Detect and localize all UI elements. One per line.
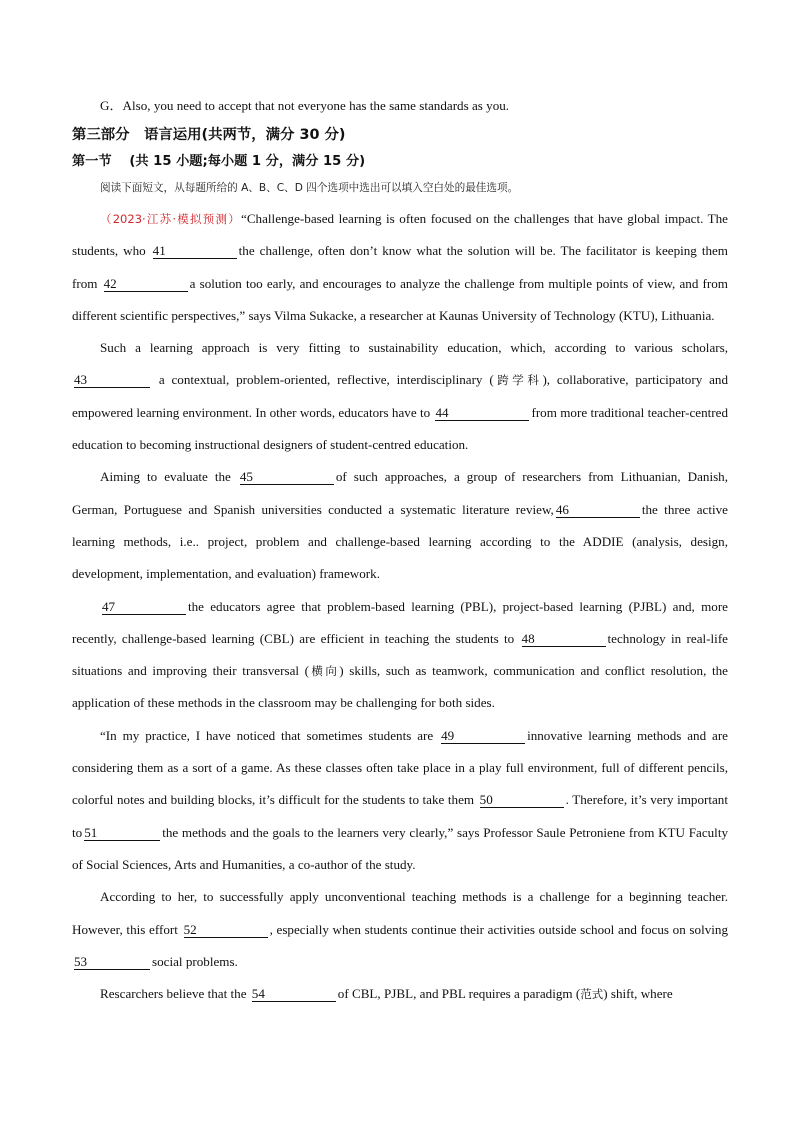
blank-54: 54 <box>252 986 336 1002</box>
p5-text-1: “In my practice, I have noticed that sometimes students are <box>100 727 440 743</box>
p1-text-2: the challenge, often don’t know what the solution will be. The facilitator is keeping them from <box>72 243 728 291</box>
blank-50: 50 <box>480 792 564 808</box>
blank-52: 52 <box>184 922 268 938</box>
p2-text-1: Such a learning approach is very fitting to sustainability education, which, according to various scholars, <box>100 340 728 356</box>
p4-text-3: ) skills, such as teamwork, communication and conflict resolution, the application of these methods in the classroom may be challenging for both sides. <box>72 663 728 711</box>
p7-text-2: of CBL, PJBL, and PBL requires a paradigm ( <box>337 986 581 1002</box>
p6-text-2: , especially when students continue their activities outside school and focus on solving <box>269 921 728 937</box>
p7-cjk-term: 范式 <box>580 987 604 1002</box>
p1-text-1: “Challenge-based learning is often focused on the challenges that have global impact. The students, who <box>72 211 728 259</box>
paragraph-7 <box>72 978 728 1010</box>
paragraph-6 <box>72 881 728 978</box>
blank-44: 44 <box>435 405 529 421</box>
p5-text-2: innovative learning methods and are considering them as a sort of a game. As these classes often take place in a play full environment, full of different pencils, colorful notes and building blocks, it’s difficult for the students to take them <box>72 727 728 808</box>
p1-text-3: a solution too early, and encourages to analyze the challenge from multiple points of view, and from different scientific perspectives,” says Vilma Sukacke, a researcher at Kaunas University of Technology (KTU), Lithuania. <box>72 275 728 323</box>
p2-text-4: from more traditional teacher-centred education to becoming instructional designers of student-centred education. <box>72 404 728 453</box>
p2-text-3: ), collaborative, participatory and empowered learning environment. In other words, educators have to <box>72 372 728 420</box>
paragraph-4 <box>72 591 728 720</box>
p7-text-1: Rescarchers believe that the <box>100 986 250 1002</box>
blank-41: 41 <box>153 243 237 259</box>
p4-cjk-term: 横向 <box>309 664 340 679</box>
paragraph-5 <box>72 720 728 881</box>
p3-text-3: the three active learning methods, i.e.. project, problem and challenge-based learning according to the ADDIE (analysis, design, development, implementation, and evaluation) framework. <box>72 501 728 582</box>
section1-heading: 第一节 (共 15 小题;每小题 1 分，满分 15 分) <box>72 154 366 169</box>
paragraph-2 <box>72 332 728 461</box>
p3-text-1: Aiming to evaluate the <box>100 469 238 485</box>
instruction-text: 阅读下面短文，从每题所给的 A、B、C、D 四个选项中选出可以填入空白处的最佳选项。 <box>100 182 519 194</box>
source-tag: （2023·江苏·模拟预测） <box>100 212 242 226</box>
p5-text-4: the methods and the goals to the learners very clearly,” says Professor Saule Petroniene from KTU Faculty of Social Sciences, Arts and Humanities, a co-author of the study. <box>72 824 728 872</box>
p2-text-2: a contextual, problem-oriented, reflective, interdisciplinary ( <box>152 372 494 388</box>
blank-45: 45 <box>240 469 334 485</box>
paragraph-1 <box>72 203 728 332</box>
blank-47: 47 <box>102 599 186 615</box>
part3-heading: 第三部分 语言运用(共两节，满分 30 分) <box>72 127 346 143</box>
p2-cjk-term: 跨学科 <box>493 373 543 388</box>
blank-53: 53 <box>74 954 150 970</box>
blank-49: 49 <box>441 728 525 744</box>
p6-text-3: social problems. <box>152 953 238 969</box>
p4-text-1: the educators agree that problem-based learning (PBL), project-based learning (PJBL) and, more recently, challenge-based learning (CBL) are efficient in teaching the students to <box>72 598 728 646</box>
blank-42: 42 <box>104 276 188 292</box>
p3-text-2: of such approaches, a group of researchers from Lithuanian, Danish, German, Portuguese and Spanish universities conducted a systematic literature review, <box>72 469 728 517</box>
blank-43: 43 <box>74 372 150 388</box>
p5-text-3: . Therefore, it’s very important to <box>72 792 728 840</box>
p7-text-3: ) shift, where <box>603 986 673 1002</box>
blank-46: 46 <box>556 502 640 518</box>
blank-51: 51 <box>84 825 160 841</box>
paragraph-3 <box>72 461 728 590</box>
p6-text-1: According to her, to successfully apply unconventional teaching methods is a challenge for a beginning teacher. However, this effort <box>72 889 728 937</box>
option-g: G．Also, you need to accept that not everyone has the same standards as you. <box>100 98 510 113</box>
blank-48: 48 <box>522 631 606 647</box>
p4-text-2: technology in real-life situations and improving their transversal ( <box>72 630 728 679</box>
